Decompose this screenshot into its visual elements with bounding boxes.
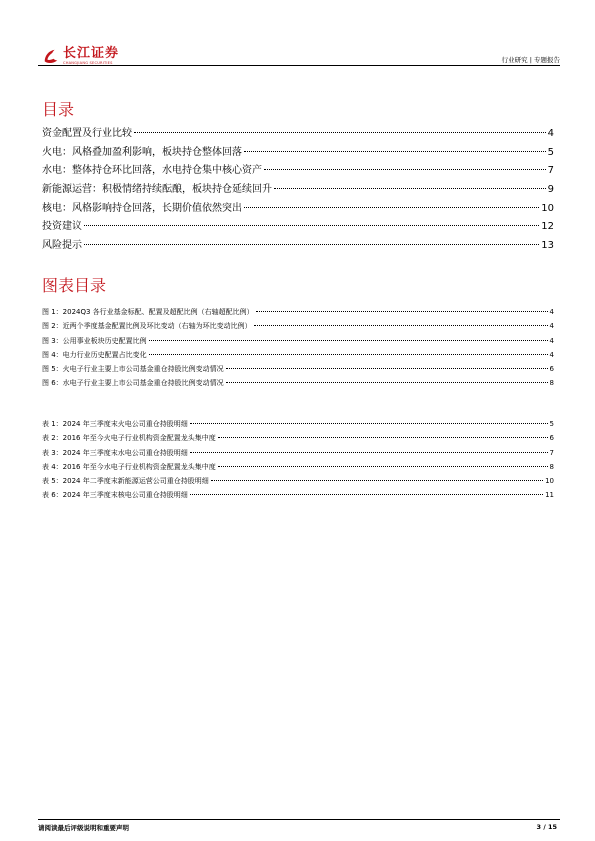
chart-index-entry[interactable] [42,376,554,390]
table-index-entry-page: 10 [545,477,554,486]
toc-entry[interactable] [42,144,554,163]
toc-entry-label: 新能源运营：积极情绪持续酝酿，板块持仓延续回升 [42,184,272,196]
toc-entry-page: 10 [541,202,554,214]
dot-leader [274,188,546,189]
chart-index-entry-page: 6 [549,365,554,374]
table-index-entry-label: 表 4：2016 年至今水电子行业机构资金配置龙头集中度 [42,462,216,471]
table-index-entry-page: 7 [549,448,554,457]
dot-leader [264,169,546,170]
toc-entry-label: 核电：风格影响持仓回落，长期价值依然突出 [42,202,242,214]
table-index-entry-label: 表 5：2024 年二季度末新能源运营公司重仓持股明细 [42,477,209,486]
dot-leader [149,354,548,355]
table-index-entry[interactable] [42,417,554,431]
toc-entry-page: 4 [547,128,554,139]
table-index-entry-page: 11 [545,491,554,500]
chart-index-entry-label: 图 5：火电子行业主要上市公司基金重仓持股比例变动情况 [42,365,224,374]
table-index-entry-label: 表 3：2024 年三季度末水电公司重仓持股明细 [42,448,188,457]
dot-leader [226,368,548,369]
page-number: 3 / 15 [536,823,557,831]
chart-index-entry[interactable] [42,319,554,333]
table-index-entry[interactable] [42,431,554,445]
dot-leader [84,244,539,245]
table-index-entry-page: 8 [549,462,554,471]
chart-index-entry-label: 图 1：2024Q3 各行业基金标配、配置及超配比例（右轴超配比例） [42,308,254,316]
footer-disclaimer: 请阅读最后评级说明和重要声明 [38,824,129,832]
dot-leader [190,494,543,495]
toc-entry-label: 资金配置及行业比较 [42,128,132,139]
toc-entry-label: 火电：风格叠加盈利影响，板块持仓整体回落 [42,146,242,158]
table-index-entry[interactable] [42,474,554,488]
dot-leader [211,480,543,481]
table-index-entry-page: 5 [549,420,554,428]
logo-english-name: CHANGJIANG SECURITIES [63,60,113,65]
chart-index-entry-label: 图 3：公用事业板块历史配置比例 [42,336,147,345]
chart-index-entry[interactable] [42,362,554,376]
toc-entry[interactable] [42,200,554,219]
toc-entry-page: 7 [547,165,554,177]
table-index-entry[interactable] [42,446,554,460]
toc-entry-page: 12 [541,221,554,233]
chart-index-entry-page: 4 [549,336,554,345]
chart-index-entry[interactable] [42,348,554,362]
toc-entry-label: 水电：整体持仓环比回落，水电持仓集中核心资产 [42,165,262,177]
toc-entry-page: 9 [547,184,554,196]
dot-leader [218,466,548,467]
dot-leader [226,382,548,383]
dot-leader [244,207,539,208]
chart-index-entry[interactable] [42,334,554,348]
toc-entry-label: 风险提示 [42,240,82,252]
table-index-entry-label: 表 2：2016 年至今火电子行业机构资金配置龙头集中度 [42,434,216,443]
toc-entry-page: 5 [547,146,554,158]
dot-leader [134,132,546,133]
toc-entry-label: 投资建议 [42,221,82,233]
table-index-entry-page: 6 [549,434,554,443]
dot-leader [84,225,539,226]
toc-entry[interactable] [42,237,554,256]
dot-leader [218,437,548,438]
table-index-entry-label: 表 1：2024 年三季度末火电公司重仓持股明细 [42,420,188,428]
chart-index-entry-label: 图 2：近两个季度基金配置比例及环比变动（右轴为环比变动比例） [42,322,252,331]
report-type-label: 行业研究 | 专题报告 [501,56,560,64]
dot-leader [190,423,548,424]
chart-index-entry-page: 4 [549,322,554,331]
toc-entry[interactable] [42,181,554,200]
toc-entry[interactable] [42,162,554,181]
dot-leader [149,340,548,341]
toc-entry[interactable] [42,218,554,237]
chart-index-entry-label: 图 4：电力行业历史配置占比变化 [42,350,147,359]
table-index-entry[interactable] [42,460,554,474]
dot-leader [244,151,546,152]
chart-index-entry-page: 4 [549,308,554,316]
logo-mark-icon [42,47,60,65]
chart-index-entry-page: 4 [549,350,554,359]
table-index-entry-label: 表 6：2024 年三季度末核电公司重仓持股明细 [42,491,188,500]
chart-index-entry-label: 图 6：水电子行业主要上市公司基金重仓持股比例变动情况 [42,379,224,388]
toc-title: 目录 [42,100,75,119]
toc-entry[interactable] [42,125,554,144]
dot-leader [190,452,548,453]
footer-divider [38,819,560,820]
dot-leader [256,311,548,312]
table-index-entry[interactable] [42,488,554,502]
toc-entry-page: 13 [541,240,554,252]
figures-title: 图表目录 [42,276,107,295]
header-divider [38,65,560,66]
logo-chinese-name: 长江证券 [63,45,120,61]
chart-index-entry-page: 8 [549,379,554,388]
chart-index-entry[interactable] [42,305,554,319]
chart-list [42,305,554,391]
table-list [42,417,554,503]
toc-list [42,125,554,256]
dot-leader [254,325,548,326]
